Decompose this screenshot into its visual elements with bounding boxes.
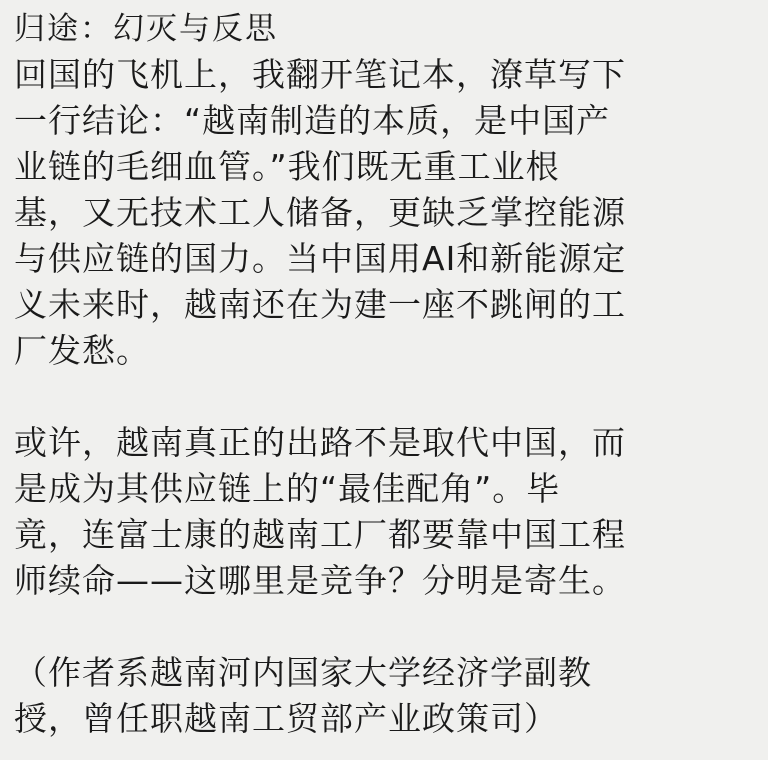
text-line: 竟，连富士康的越南工厂都要靠中国工程	[14, 515, 626, 554]
text-line: 一行结论：“越南制造的本质，是中国产	[14, 101, 611, 140]
paragraph-conclusion	[14, 52, 754, 374]
text-line: 与供应链的国力。当中国用AI和新能源定	[14, 239, 627, 278]
article-title: 归途：幻灭与反思	[14, 11, 278, 47]
text-line: 厂发愁。	[14, 331, 150, 370]
text-line: 是成为其供应链上的“最佳配角”。毕	[14, 469, 561, 508]
author-note	[14, 650, 754, 742]
paragraph-spacer	[14, 604, 754, 650]
text-line: 业链的毛细血管。”我们既无重工业根	[14, 147, 560, 186]
text-line: 义未来时，越南还在为建一座不跳闸的工	[14, 285, 626, 324]
text-line: 回国的飞机上，我翻开笔记本，潦草写下	[14, 55, 626, 94]
text-line: （作者系越南河内国家大学经济学副教	[14, 653, 592, 692]
paragraph-outlook	[14, 420, 754, 604]
paragraph-spacer	[14, 374, 754, 420]
text-line: 师续命——这哪里是竞争？分明是寄生。	[14, 561, 626, 600]
text-line: 授，曾任职越南工贸部产业政策司）	[14, 699, 558, 738]
text-line: 基，又无技术工人储备，更缺乏掌控能源	[14, 193, 626, 232]
text-line: 或许，越南真正的出路不是取代中国，而	[14, 423, 626, 462]
